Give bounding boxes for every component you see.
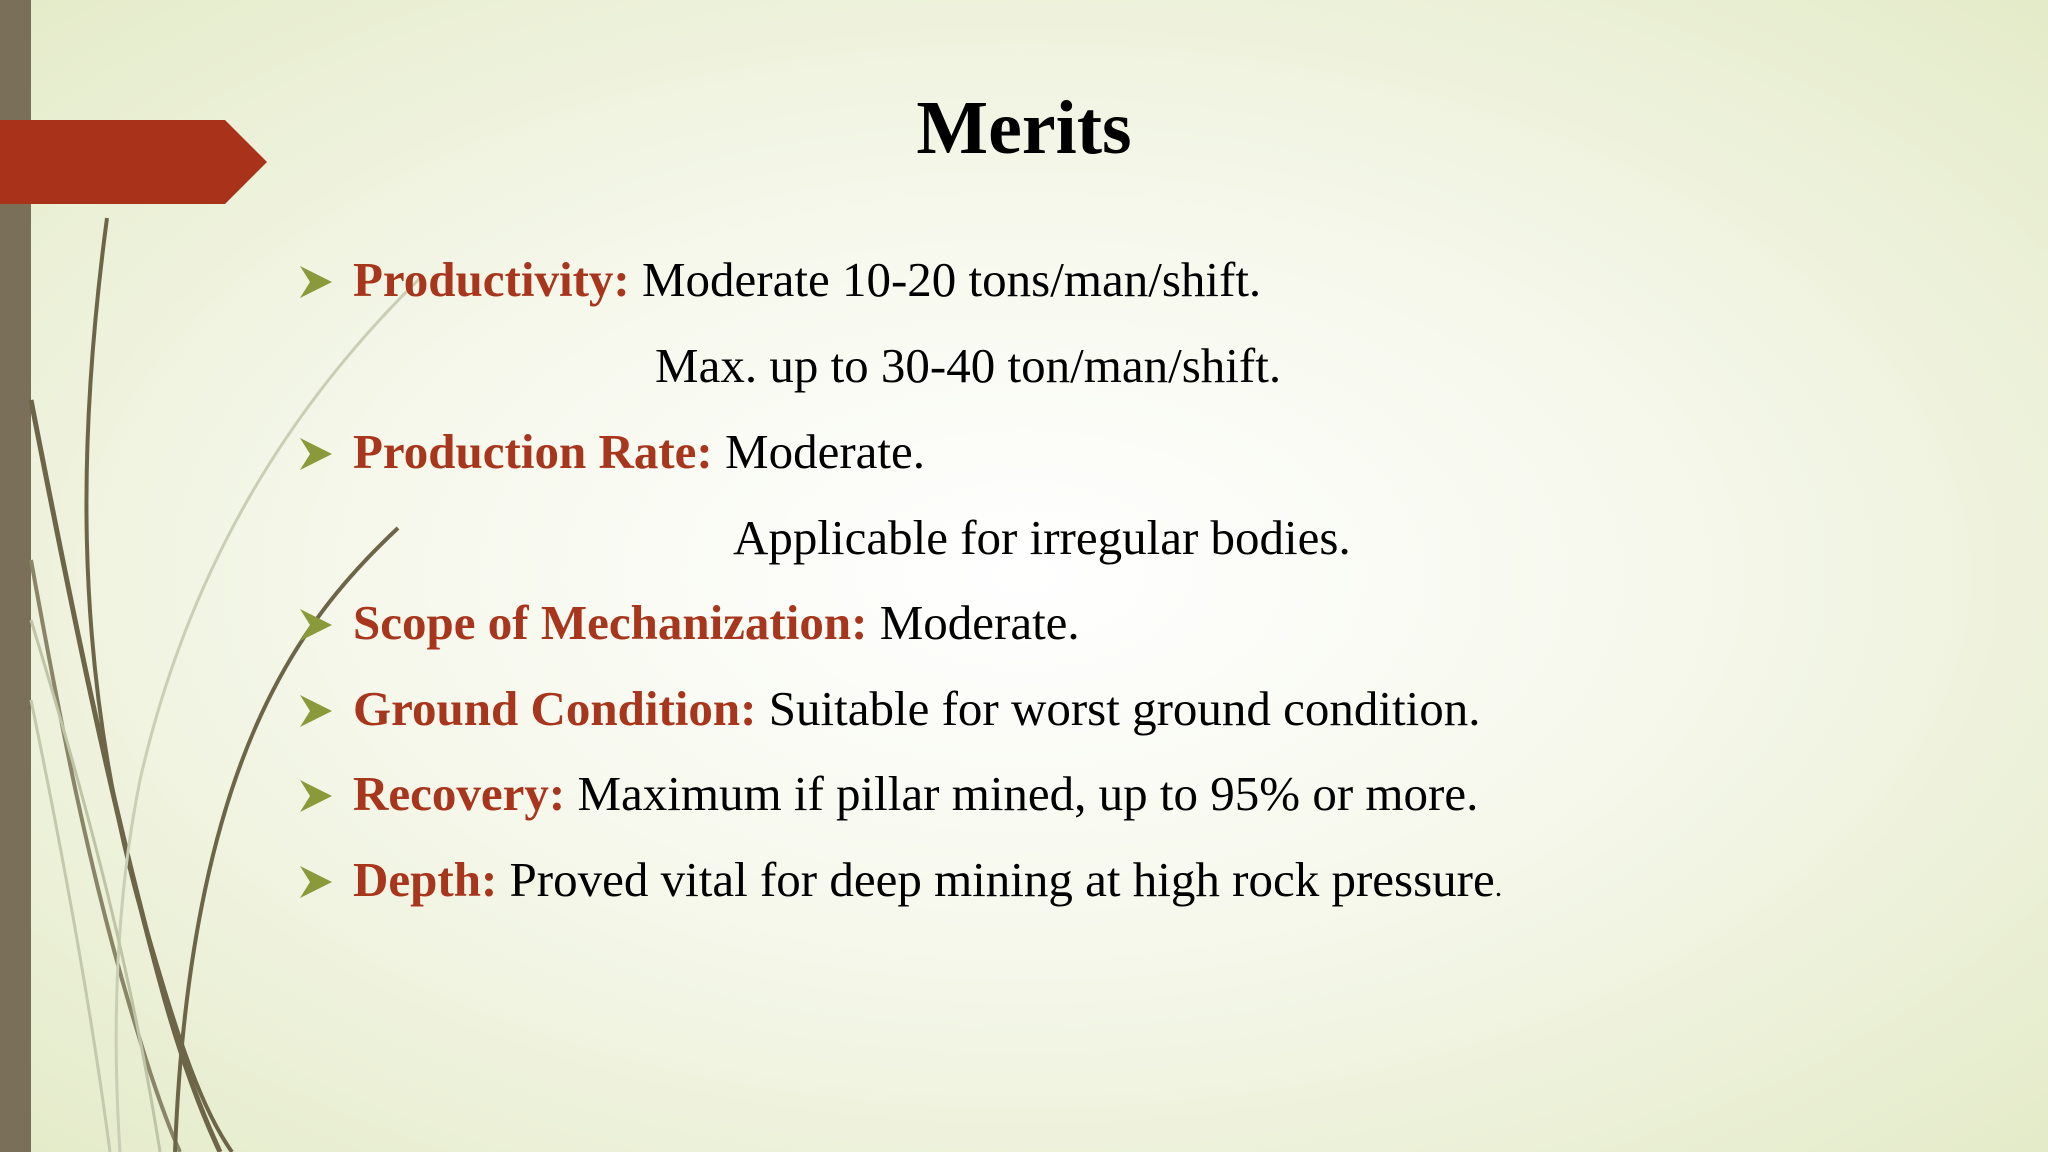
bullet-label: Scope of Mechanization: bbox=[353, 595, 868, 650]
bullet-label: Production Rate: bbox=[353, 424, 713, 479]
bullet-label: Depth: bbox=[353, 852, 498, 907]
arrowhead-bullet-icon bbox=[298, 691, 334, 731]
arrowhead-bullet-icon bbox=[298, 605, 334, 645]
slide-title: Merits bbox=[916, 86, 1132, 170]
arrowhead-bullet-icon bbox=[298, 862, 334, 902]
bullet-scope-of-mechanization bbox=[353, 593, 1080, 653]
bullet-ground-condition bbox=[353, 679, 1481, 739]
bullet-label: Recovery: bbox=[353, 766, 566, 821]
arrowhead-bullet-icon bbox=[298, 434, 334, 474]
continuation-max-productivity: Max. up to 30-40 ton/man/shift. bbox=[655, 338, 1282, 393]
bullet-label: Ground Condition: bbox=[353, 681, 757, 736]
bullet-text: Maximum if pillar mined, up to 95% or more. bbox=[565, 766, 1479, 821]
arrowhead-bullet-icon bbox=[298, 262, 334, 302]
bullet-productivity bbox=[353, 250, 1261, 310]
bullet-label: Productivity: bbox=[353, 252, 630, 307]
bullet-end-period: . bbox=[1494, 870, 1503, 903]
bullet-production-rate bbox=[353, 422, 925, 482]
arrowhead-bullet-icon bbox=[298, 776, 334, 816]
bullet-depth bbox=[353, 850, 1502, 917]
red-arrow-tab bbox=[0, 0, 270, 1152]
bullet-text: Proved vital for deep mining at high rock pressure bbox=[497, 852, 1495, 907]
continuation-irregular-bodies: Applicable for irregular bodies. bbox=[733, 510, 1351, 565]
bullet-recovery bbox=[353, 764, 1478, 824]
bullet-text: Moderate 10-20 tons/man/shift. bbox=[629, 252, 1262, 307]
bullet-text: Moderate. bbox=[867, 595, 1080, 650]
bullet-text: Moderate. bbox=[712, 424, 925, 479]
bullet-text: Suitable for worst ground condition. bbox=[756, 681, 1481, 736]
